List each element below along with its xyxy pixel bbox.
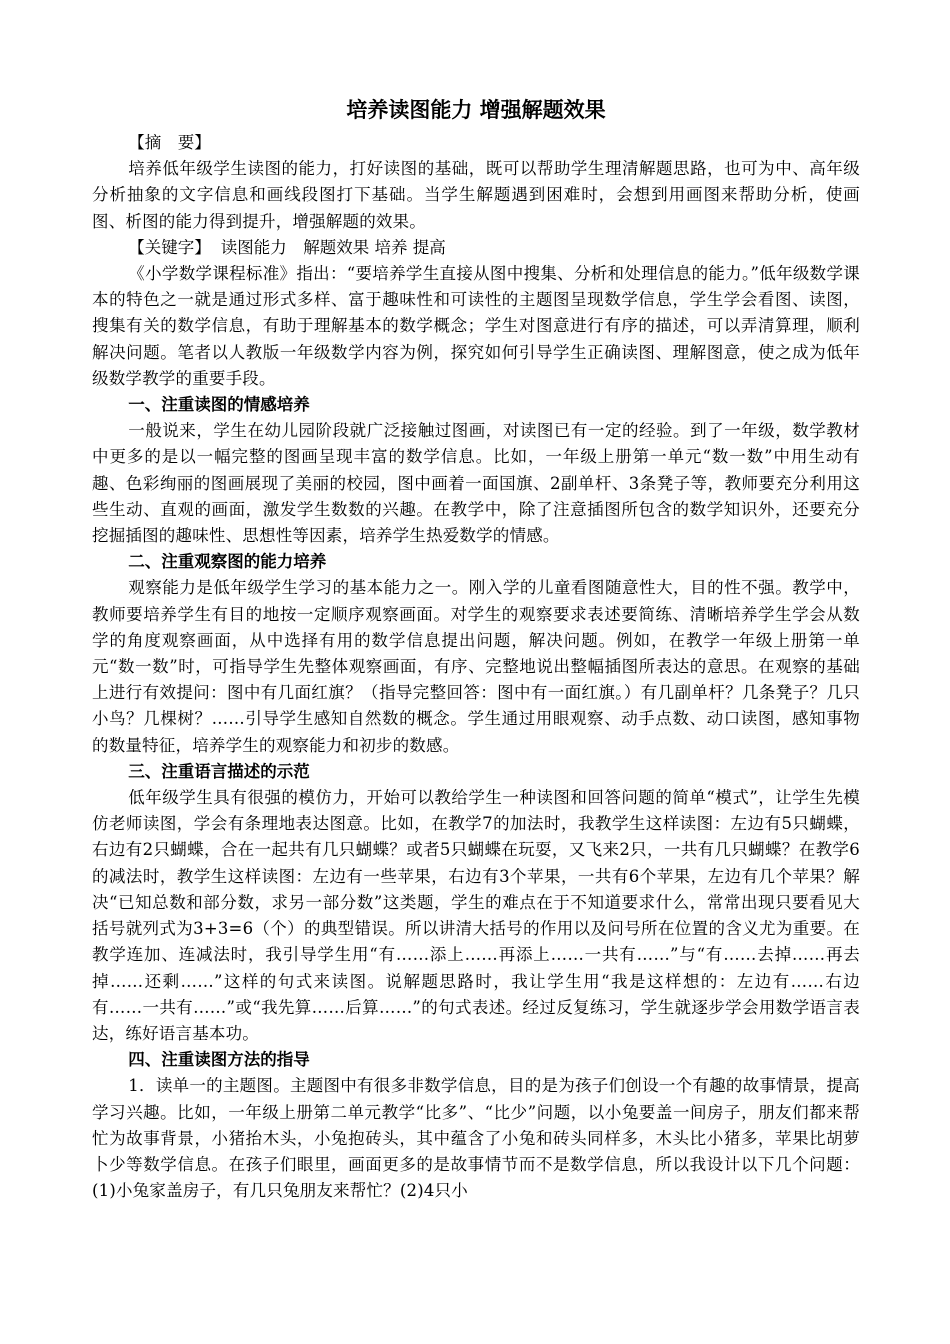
abstract-text: 培养低年级学生读图的能力，打好读图的基础，既可以帮助学生理清解题思路，也可为中、高年级分析抽象的文字信息和画线段图打下基础。当学生解题遇到困难时，会想到用画图来帮助分析，使画图、析图的能力得到提升，增强解题的效果。 [92, 159, 860, 231]
section-4-heading: 四、注重读图方法的指导 [128, 1050, 310, 1070]
document-page [92, 94, 860, 1204]
keywords-line [92, 235, 860, 261]
section-4-paragraph: 1．读单一的主题图。主题图中有很多非数学信息，目的是为孩子们创设一个有趣的故事情景，提高学习兴趣。比如，一年级上册第二单元教学“比多”、“比少”问题，以小兔要盖一间房子，朋友们都来帮忙为故事背景，小猪抬木头，小兔抱砖头，其中蕴含了小兔和砖头同样多，木头比小猪多，苹果比胡萝卜少等数学信息。在孩子们眼里，画面更多的是故事情节而不是数学信息，所以我设计以下几个问题：(1)小兔家盖房子，有几只兔朋友来帮忙？(2)4只小 [92, 1076, 860, 1201]
document-title: 培养读图能力 增强解题效果 [346, 98, 606, 122]
section-2-paragraph: 观察能力是低年级学生学习的基本能力之一。刚入学的儿童看图随意性大，目的性不强。教学中，教师要培养学生有目的地按一定顺序观察画面。对学生的观察要求表述要简练、清晰培养学生学会从数学的角度观察画面，从中选择有用的数学信息提出问题，解决问题。例如，在教学一年级上册第一单元“数一数”时，可指导学生先整体观察画面，有序、完整地说出整幅插图所表达的意思。在观察的基础上进行有效提问：图中有几面红旗？（指导完整回答：图中有一面红旗。）有几副单杆？几条凳子？几只小鸟？几棵树？……引导学生感知自然数的概念。学生通过用眼观察、动手点数、动口读图，感知事物的数量特征，培养学生的观察能力和初步的数感。 [92, 578, 860, 755]
section-3-heading: 三、注重语言描述的示范 [128, 761, 310, 781]
section-2-heading: 二、注重观察图的能力培养 [128, 552, 327, 572]
section-1-paragraph: 一般说来，学生在幼儿园阶段就广泛接触过图画，对读图已有一定的经验。到了一年级，数学教材中更多的是以一幅完整的图画呈现丰富的数学信息。比如，一年级上册第一单元“数一数”中用生动有趣、色彩绚丽的图画展现了美丽的校园，图中画着一面国旗、2副单杆、3条凳子等，教师要充分利用这些生动、直观的画面，激发学生数数的兴趣。在教学中，除了注意插图所包含的数学知识外，还要充分挖掘插图的趣味性、思想性等因素，培养学生热爱数学的情感。 [92, 421, 860, 546]
keywords-label: 【关键字】 [128, 237, 211, 257]
keywords-items: 读图能力 解题效果 培养 提高 [220, 237, 446, 257]
section-1-heading: 一、注重读图的情感培养 [128, 395, 310, 415]
abstract-label: 【摘 要】 [128, 133, 211, 152]
intro-paragraph: 《小学数学课程标准》指出：“要培养学生直接从图中搜集、分析和处理信息的能力。”低年级数学课本的特色之一就是通过形式多样、富于趣味性和可读性的主题图呈现数学信息，学生学会看图、读图，搜集有关的数学信息，有助于理解基本的数学概念；学生对图意进行有序的描述，可以弄清算理，顺利解决问题。笔者以人教版一年级数学内容为例，探究如何引导学生正确读图、理解图意，使之成为低年级数学教学的重要手段。 [92, 264, 860, 388]
section-3-paragraph: 低年级学生具有很强的模仿力，开始可以教给学生一种读图和回答问题的简单“模式”，让学生先模仿老师读图，学会有条理地表达图意。比如，在教学7的加法时，我教学生这样读图：左边有5只蝴蝶，右边有2只蝴蝶，合在一起共有几只蝴蝶？或者5只蝴蝶在玩耍，又飞来2只，一共有几只蝴蝶？在教学6的减法时，教学生这样读图：左边有一些苹果，右边有3个苹果，一共有6个苹果，左边有几个苹果？解决“已知总数和部分数，求另一部分数”这类题，学生的难点在于不知道要求什么，常常出现只要看见大括号就列式为3+3=6（个）的典型错误。所以讲清大括号的作用以及问号所在位置的含义尤为重要。在教学连加、连减法时，我引导学生用“有……添上……再添上……一共有……”与“有……去掉……再去掉……还剩……”这样的句式来读图。说解题思路时，我让学生用“我是这样想的：左边有……右边有……一共有……”或“我先算……后算……”的句式表述。经过反复练习，学生就逐步学会用数学语言表达，练好语言基本功。 [92, 788, 860, 1043]
